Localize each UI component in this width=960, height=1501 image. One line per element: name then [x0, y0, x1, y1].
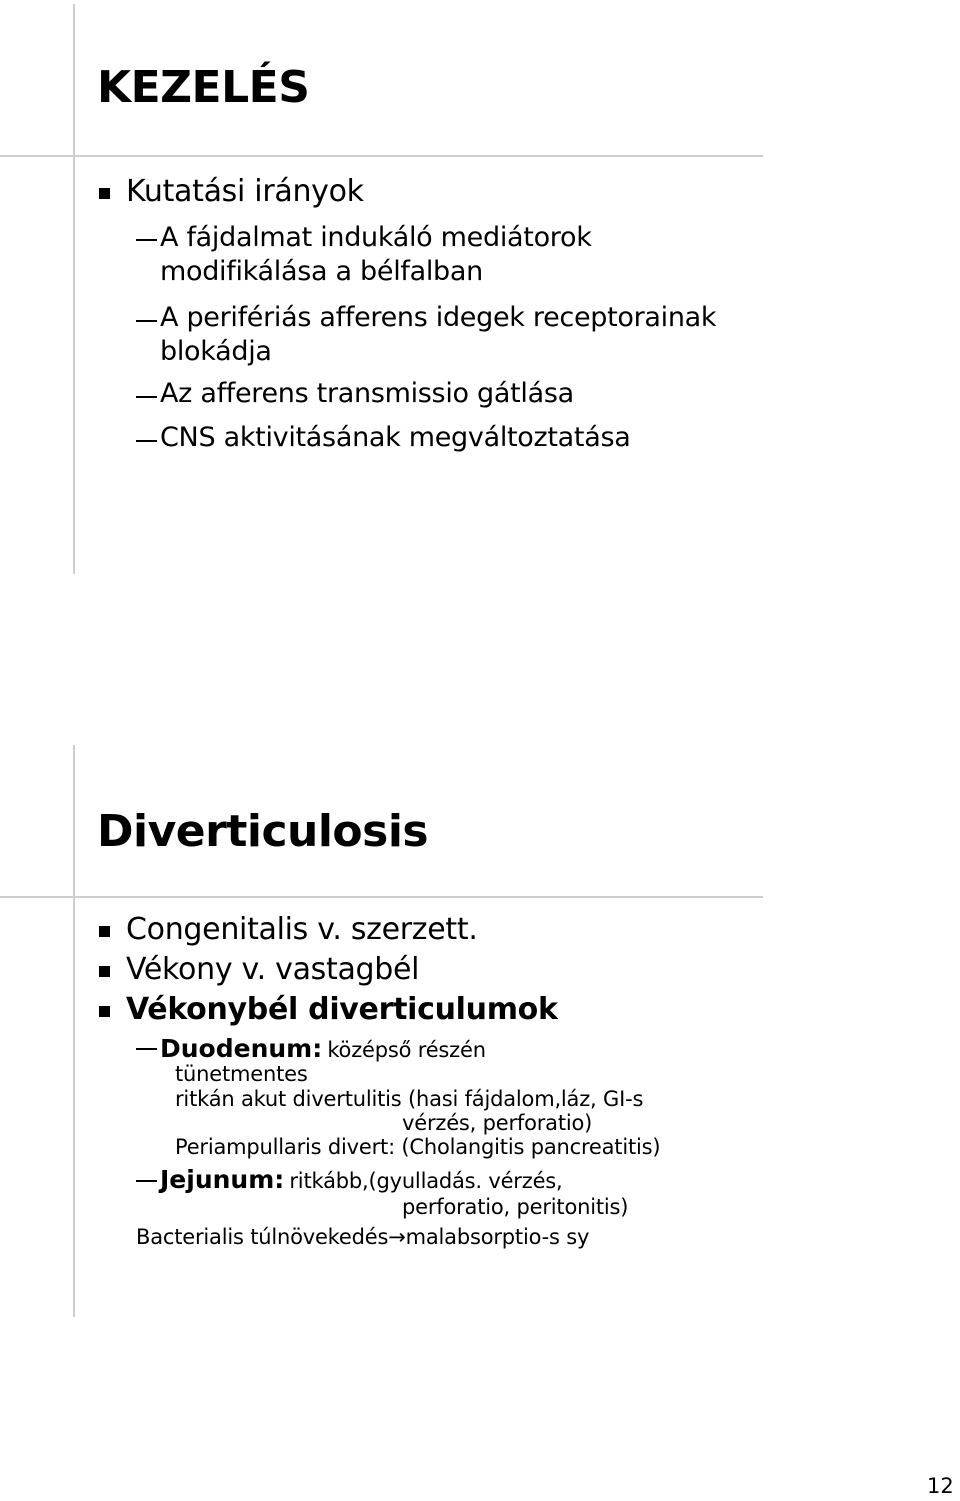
slide2-title-rule: [0, 896, 763, 898]
dash-icon: [136, 320, 157, 322]
slide1-bullet: Kutatási irányok: [126, 174, 364, 209]
slide1-item: A fájdalmat indukáló mediátorok: [160, 222, 592, 253]
bacterial-text: Bacterialis túlnövekedés: [136, 1225, 389, 1249]
square-bullet-icon: [99, 188, 110, 199]
duodenum-line: [160, 1034, 486, 1063]
slide2-bullet: Vékony v. vastagbél: [126, 952, 420, 987]
duodenum-detail: Periampullaris divert: (Cholangitis pancreatitis): [175, 1135, 661, 1159]
jejunum-detail: perforatio, peritonitis): [402, 1195, 629, 1219]
square-bullet-icon: [99, 1006, 110, 1017]
right-arrow-icon: →: [388, 1225, 406, 1249]
slide1-item: Az afferens transmissio gátlása: [160, 378, 574, 409]
jejunum-label: Jejunum:: [160, 1165, 285, 1194]
square-bullet-icon: [99, 966, 110, 977]
slide1-item: blokádja: [160, 336, 272, 367]
slide1-item: A perifériás afferens idegek receptorainak: [160, 302, 717, 333]
slide2-bullet: Congenitalis v. szerzett.: [126, 912, 478, 947]
slide2-left-rule: [73, 745, 75, 1317]
duodenum-detail: tünetmentes: [175, 1062, 308, 1086]
dash-icon: [136, 239, 157, 241]
duodenum-text: középső részén: [327, 1038, 486, 1062]
slide2-title: Diverticulosis: [97, 806, 429, 857]
slide1-title-rule: [0, 155, 763, 157]
slide1-item: CNS aktivitásának megváltoztatása: [160, 422, 631, 453]
duodenum-label: Duodenum:: [160, 1034, 323, 1063]
jejunum-text: ritkább,(gyulladás. vérzés,: [289, 1169, 563, 1193]
slide1-item: modifikálása a bélfalban: [160, 256, 483, 287]
bacterial-line: [136, 1225, 589, 1249]
square-bullet-icon: [99, 926, 110, 937]
slide1-title: KEZELÉS: [97, 62, 310, 113]
duodenum-detail: vérzés, perforatio): [402, 1111, 593, 1135]
slide1-left-rule: [73, 4, 75, 574]
dash-icon: [136, 1048, 157, 1050]
bacterial-result: malabsorptio-s sy: [405, 1225, 590, 1249]
page-number: 12: [927, 1474, 954, 1498]
slide2-bullet-bold: Vékonybél diverticulumok: [126, 992, 558, 1027]
jejunum-line: [160, 1165, 563, 1194]
duodenum-detail: ritkán akut divertulitis (hasi fájdalom,láz, GI-s: [175, 1087, 644, 1111]
dash-icon: [136, 396, 157, 398]
dash-icon: [136, 1180, 157, 1182]
dash-icon: [136, 440, 157, 442]
